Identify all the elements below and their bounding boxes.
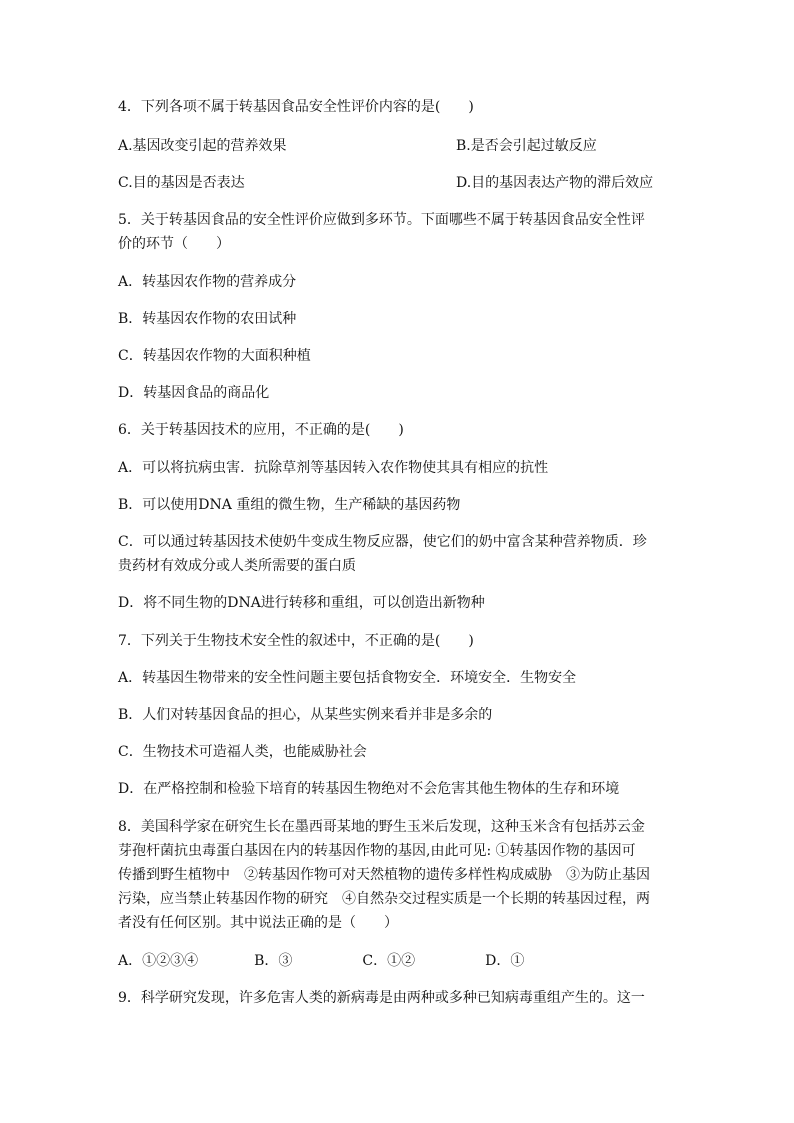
question-4-options-row-1 (118, 137, 597, 155)
question-6-stem: 6．关于转基因技术的应用，不正确的是( ) (118, 422, 404, 438)
question-6-option-c-line-1: C．可以通过转基因技术使奶牛变成生物反应器，使它们的奶中富含某种营养物质．珍 (118, 534, 647, 550)
question-5-option-a: A．转基因农作物的营养成分 (118, 274, 297, 290)
question-5-option-d: D．转基因食品的商品化 (118, 385, 270, 401)
question-8-stem-line-4: 污染，应当禁止转基因作物的研究 ④自然杂交过程实质是一个长期的转基因过程，两 (118, 891, 650, 907)
question-5-stem-line-2: 价的环节（ ） (118, 236, 230, 252)
question-5-stem-line-1: 5．关于转基因食品的安全性评价应做到多环节。下面哪些不属于转基因食品安全性评 (118, 212, 645, 228)
question-5-option-b: B．转基因农作物的农田试种 (118, 311, 297, 327)
question-6-option-b: B．可以使用DNA 重组的微生物，生产稀缺的基因药物 (118, 497, 461, 513)
question-4-option-c: C.目的基因是否表达 (118, 175, 245, 191)
question-8-stem-line-3: 传播到野生植物中 ②转基因作物可对天然植物的遗传多样性构成威胁 ③为防止基因 (118, 867, 650, 883)
question-7-option-b: B．人们对转基因食品的担心，从某些实例来看并非是多余的 (118, 707, 493, 723)
question-7-option-d: D．在严格控制和检验下培育的转基因生物绝对不会危害其他生物体的生存和环境 (118, 781, 620, 797)
question-7-option-a: A．转基因生物带来的安全性问题主要包括食物安全．环境安全．生物安全 (118, 670, 577, 686)
question-8-stem-line-1: 8．美国科学家在研究生长在墨西哥某地的野生玉米后发现，这种玉米含有包括苏云金 (118, 819, 645, 835)
question-4-options-row-2 (118, 174, 654, 192)
question-5-option-c: C．转基因农作物的大面积种植 (118, 348, 311, 364)
question-4-stem: 4．下列各项不属于转基因食品安全性评价内容的是( ) (118, 99, 474, 115)
question-8-stem-line-5: 者没有任何区别。其中说法正确的是（ ） (118, 915, 398, 931)
question-6-option-d: D．将不同生物的DNA进行转移和重组，可以创造出新物种 (118, 595, 485, 611)
question-7-stem: 7．下列关于生物技术安全性的叙述中，不正确的是( ) (118, 633, 474, 649)
question-8-options: A．①②③④ B．③ C．①② D．① (118, 953, 525, 969)
question-4-option-a: A.基因改变引起的营养效果 (118, 138, 287, 154)
question-4-option-b: B.是否会引起过敏反应 (456, 138, 597, 154)
question-6-option-c-line-2: 贵药材有效成分或人类所需要的蛋白质 (118, 558, 356, 574)
question-9-stem: 9．科学研究发现，许多危害人类的新病毒是由两种或多种已知病毒重组产生的。这一 (118, 990, 645, 1006)
question-8-stem-line-2: 芽孢杆菌抗虫毒蛋白基因在内的转基因作物的基因,由此可见: ①转基因作物的基因可 (118, 843, 636, 859)
question-4-option-d: D.目的基因表达产物的滞后效应 (456, 175, 654, 191)
question-6-option-a: A．可以将抗病虫害．抗除草剂等基因转入农作物使其具有相应的抗性 (118, 460, 549, 476)
question-7-option-c: C．生物技术可造福人类，也能威胁社会 (118, 744, 367, 760)
